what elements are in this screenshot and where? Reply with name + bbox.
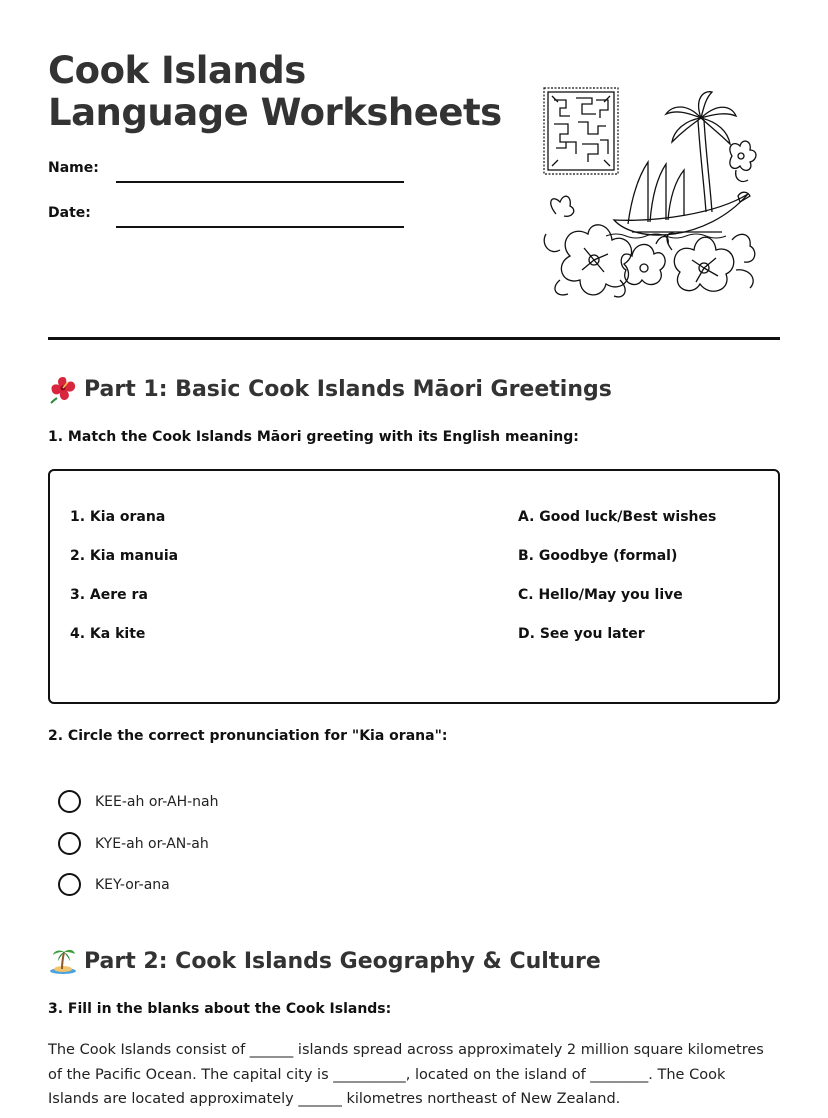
hibiscus-flower-icon — [730, 141, 756, 181]
date-label: Date: — [48, 205, 91, 221]
question-3: 3. Fill in the blanks about the Cook Islands: — [48, 1001, 392, 1017]
radio-circle[interactable] — [58, 832, 81, 855]
option-label: KYE-ah or-AN-ah — [95, 835, 209, 852]
greeting-item-2: 2. Kia manuia — [70, 548, 179, 564]
hibiscus-flower-icon — [667, 233, 755, 291]
pronunciation-option-1[interactable] — [58, 790, 218, 813]
sailboat-icon — [614, 162, 750, 235]
fill-in-paragraph: The Cook Islands consist of ______ islands spread across approximately 2 million square kilometres of the Pacific Ocean. The capital city is __________, located on the island of ________. The Cook Islands are located approximately ______ kilometres northeast of New Zealand. — [48, 1042, 764, 1107]
name-field[interactable] — [116, 181, 404, 183]
pronunciation-option-3[interactable] — [58, 873, 170, 896]
tapa-pattern-icon — [544, 88, 618, 174]
option-label: KEE-ah or-AH-nah — [95, 793, 219, 810]
part2-heading-text: Part 2: Cook Islands Geography & Culture — [84, 948, 601, 974]
radio-circle[interactable] — [58, 873, 81, 896]
meaning-item-a: A. Good luck/Best wishes — [518, 509, 717, 525]
hibiscus-icon — [48, 374, 78, 404]
date-field[interactable] — [116, 226, 404, 228]
question-1: 1. Match the Cook Islands Māori greeting with its English meaning: — [48, 429, 579, 445]
part1-heading-text: Part 1: Basic Cook Islands Māori Greetings — [84, 376, 612, 402]
section-divider — [48, 337, 780, 340]
part2-heading — [48, 946, 601, 976]
question-2: 2. Circle the correct pronunciation for "Kia orana": — [48, 728, 448, 744]
desert-island-icon — [48, 946, 78, 976]
meaning-item-b: B. Goodbye (formal) — [518, 548, 678, 564]
pronunciation-option-2[interactable] — [58, 832, 209, 855]
greeting-item-1: 1. Kia orana — [70, 509, 166, 525]
greeting-item-4: 4. Ka kite — [70, 626, 146, 642]
page-title: Cook Islands Language Worksheets — [48, 49, 502, 134]
meaning-item-d: D. See you later — [518, 626, 645, 642]
matching-box — [48, 469, 780, 704]
option-label: KEY-or-ana — [95, 876, 170, 893]
hibiscus-flower-icon — [544, 196, 631, 297]
greeting-item-3: 3. Aere ra — [70, 587, 148, 603]
palm-tree-icon — [666, 92, 736, 212]
tropical-island-scene-icon — [536, 84, 762, 304]
radio-circle[interactable] — [58, 790, 81, 813]
part1-heading — [48, 374, 612, 404]
name-label: Name: — [48, 160, 99, 176]
meaning-item-c: C. Hello/May you live — [518, 587, 683, 603]
